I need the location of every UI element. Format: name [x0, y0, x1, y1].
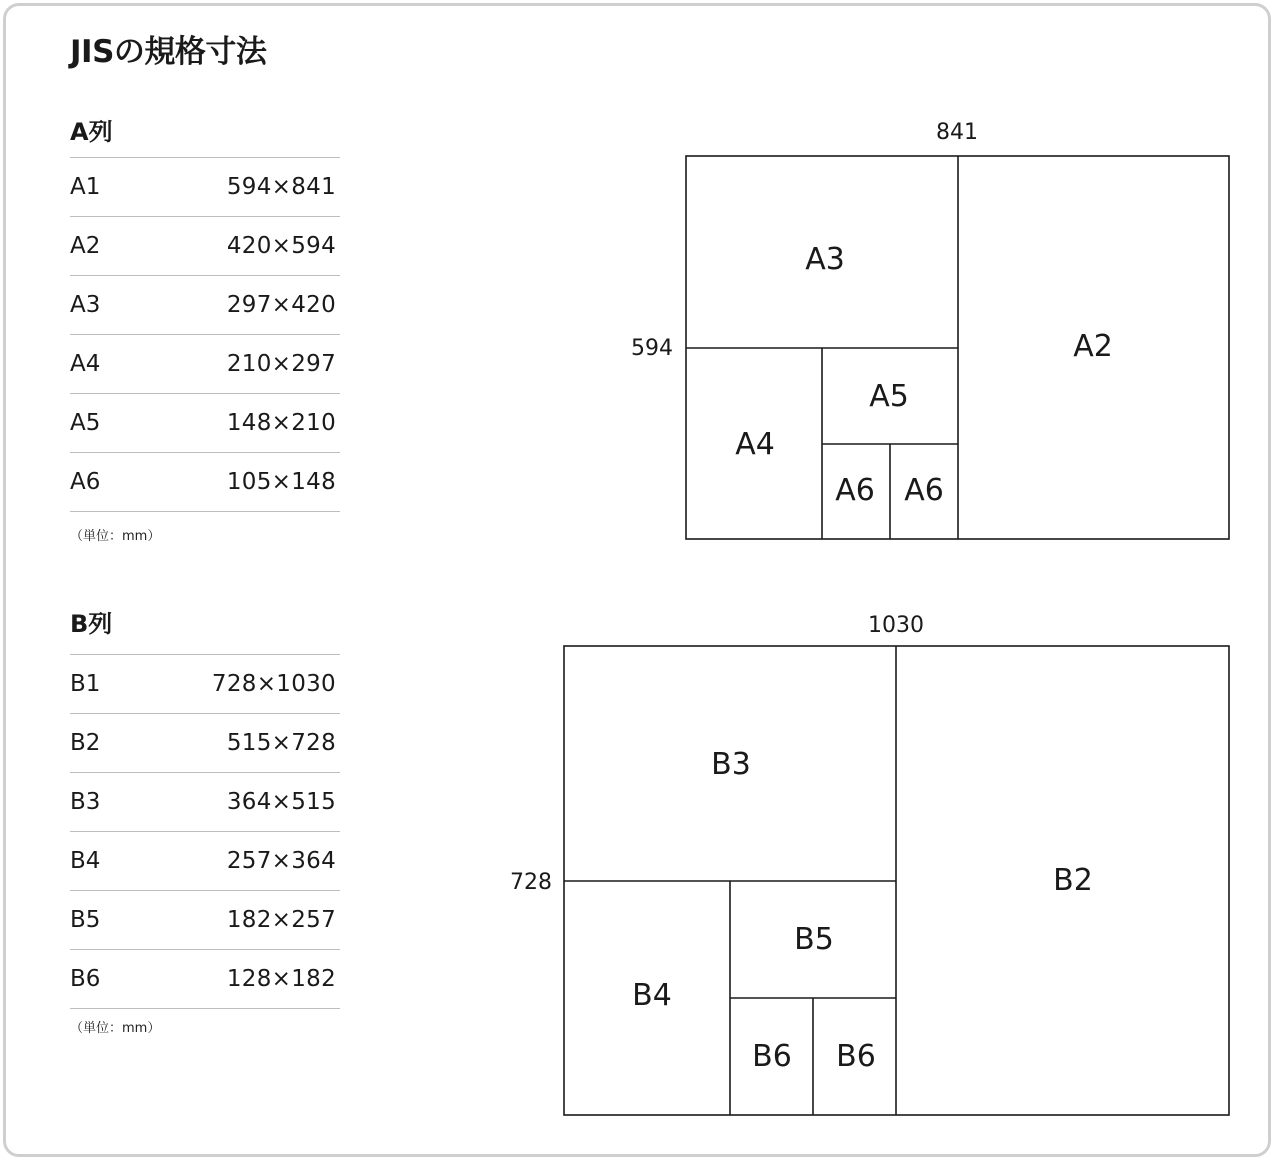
paper-size: 515×728 — [226, 730, 336, 756]
b-series-heading: B列 — [70, 610, 113, 638]
paper-name: A3 — [70, 292, 101, 318]
b6-label: B6 — [752, 1039, 792, 1074]
paper-size: 105×148 — [226, 469, 336, 495]
paper-size: 297×420 — [226, 292, 336, 318]
paper-size: 182×257 — [226, 907, 336, 933]
a4-label: A4 — [735, 427, 775, 462]
paper-size: 728×1030 — [211, 671, 336, 697]
paper-name: B4 — [70, 848, 101, 874]
b2-label: B2 — [1053, 863, 1093, 898]
paper-name: B1 — [70, 671, 101, 697]
paper-size: 594×841 — [226, 174, 336, 200]
b3-label: B3 — [711, 747, 751, 782]
b6-label: B6 — [836, 1039, 876, 1074]
b-width-label: 1030 — [868, 613, 924, 638]
a-width-label: 841 — [936, 120, 978, 145]
paper-size: 420×594 — [226, 233, 336, 259]
a3-label: A3 — [805, 242, 845, 277]
a-height-label: 594 — [631, 336, 673, 361]
b4-label: B4 — [632, 978, 672, 1013]
a-series-diagram — [631, 120, 1229, 539]
b-height-label: 728 — [510, 870, 552, 895]
paper-name: A5 — [70, 410, 101, 436]
a-unit-note: （単位：mm） — [70, 529, 161, 544]
b-unit-note: （単位：mm） — [70, 1021, 161, 1036]
paper-name: A4 — [70, 351, 101, 377]
a6-label: A6 — [835, 473, 875, 508]
paper-name: A2 — [70, 233, 101, 259]
paper-name: B3 — [70, 789, 101, 815]
a2-label: A2 — [1073, 329, 1113, 364]
paper-size: 364×515 — [226, 789, 336, 815]
paper-size: 210×297 — [226, 351, 336, 377]
b5-label: B5 — [794, 922, 834, 957]
a6-label: A6 — [904, 473, 944, 508]
paper-name: B5 — [70, 907, 101, 933]
paper-size: 257×364 — [226, 848, 336, 874]
a5-label: A5 — [869, 379, 909, 414]
paper-size: 148×210 — [226, 410, 336, 436]
paper-name: B2 — [70, 730, 101, 756]
paper-name: A6 — [70, 469, 101, 495]
page-title: JISの規格寸法 — [70, 34, 267, 70]
a-series-heading: A列 — [70, 118, 113, 146]
paper-name: A1 — [70, 174, 101, 200]
paper-size: 128×182 — [226, 966, 336, 992]
paper-name: B6 — [70, 966, 101, 992]
b-series-diagram — [510, 613, 1229, 1115]
